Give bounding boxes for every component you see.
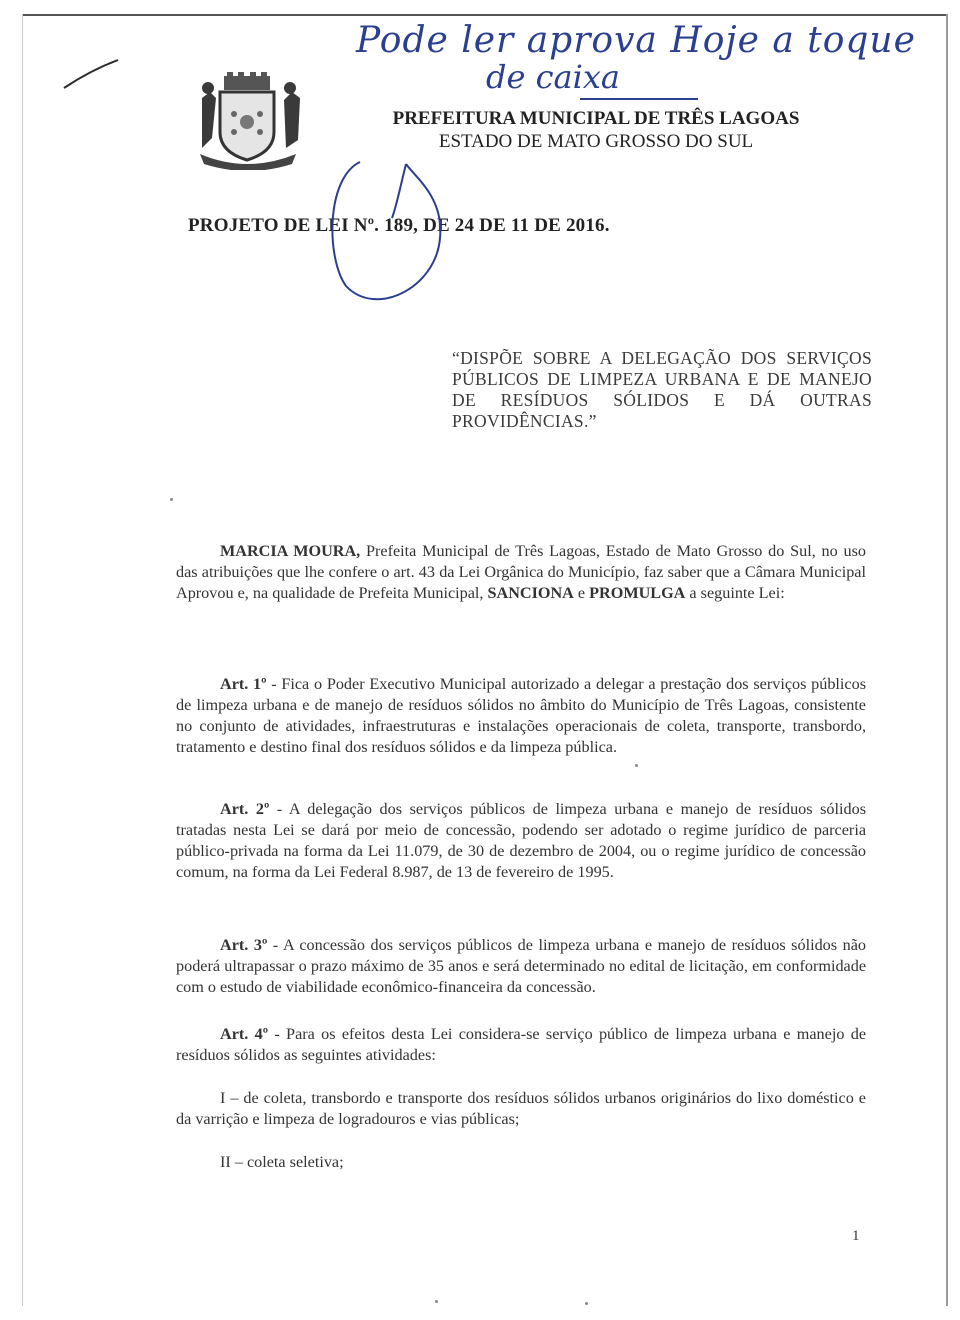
top-border-line bbox=[22, 14, 946, 16]
law-summary-ementa: “DISPÕE SOBRE A DELEGAÇÃO DOS SERVIÇOS PÚBLICOS DE LIMPEZA URBANA E DE MANEJO DE RESÍDUOS SÓLIDOS E DÁ OUTRAS PROVIDÊNCIAS.” bbox=[452, 348, 872, 431]
article-3-paragraph bbox=[176, 935, 866, 998]
article-label: Art. 2º bbox=[220, 800, 270, 818]
page-number: 1 bbox=[852, 1228, 860, 1244]
left-scan-edge bbox=[22, 14, 23, 1306]
check-mark-stroke bbox=[62, 56, 122, 92]
article-text: - Fica o Poder Executivo Municipal autorizado a delegar a prestação dos serviços públicos de limpeza urbana e de manejo de resíduos sólidos no âmbito do Município de Três Lagoas, consistente no conjunto de atividades, infraestruturas e instalações operacionais de coleta, transporte, transbordo, tratamento e destino final dos resíduos sólidos e da limpeza pública. bbox=[176, 675, 866, 756]
right-scan-edge bbox=[946, 14, 948, 1306]
promulga-word: PROMULGA bbox=[589, 584, 686, 602]
bill-title: PROJETO DE LEI Nº. 189, DE 24 DE 11 DE 2016. bbox=[188, 215, 610, 236]
sanciona-word: SANCIONA bbox=[487, 584, 574, 602]
item-ii-paragraph bbox=[176, 1152, 866, 1173]
article-label: Art. 3º bbox=[220, 936, 268, 954]
handwritten-note-line1: Pode ler aprova Hoje a toque bbox=[356, 20, 916, 61]
article-2-paragraph bbox=[176, 799, 866, 883]
state-name: ESTADO DE MATO GROSSO DO SUL bbox=[438, 131, 754, 152]
municipal-coat-of-arms-icon bbox=[180, 70, 315, 170]
article-text: - A delegação dos serviços públicos de limpeza urbana e manejo de resíduos sólidos tratadas nesta Lei se dará por meio de concessão, podendo ser adotado o regime jurídico de parceria público-privada na forma da Lei 11.079, de 30 de dezembro de 2004, ou o regime jurídico de concessão comum, na forma da Lei Federal 8.987, de 13 de fevereiro de 1995. bbox=[176, 800, 867, 881]
article-4-paragraph bbox=[176, 1024, 866, 1066]
mayor-name: MARCIA MOURA, bbox=[220, 542, 361, 560]
article-1-paragraph bbox=[176, 674, 866, 758]
article-label: Art. 1º bbox=[220, 675, 267, 693]
preamble-text-3: a seguinte Lei: bbox=[685, 584, 785, 602]
ink-circle-annotation bbox=[296, 158, 456, 318]
preamble-text-2: e bbox=[573, 584, 590, 602]
item-i-paragraph bbox=[176, 1088, 866, 1130]
prefecture-name: PREFEITURA MUNICIPAL DE TRÊS LAGOAS bbox=[392, 108, 800, 129]
preamble-paragraph bbox=[176, 541, 866, 604]
list-item: II – coleta seletiva; bbox=[220, 1153, 344, 1171]
article-text: - Para os efeitos desta Lei considera-se serviço público de limpeza urbana e manejo de resíduos sólidos as seguintes atividades: bbox=[176, 1025, 867, 1064]
preamble-text-1: Prefeita Municipal de Três Lagoas, Estado de Mato Grosso do Sul, no uso das atribuições que lhe confere o art. 43 da Lei Orgânica do Município, faz saber que a Câmara Municipal Aprovou e, na qualidade de Prefeita Municipal, bbox=[176, 542, 867, 602]
article-text: - A concessão dos serviços públicos de limpeza urbana e manejo de resíduos sólidos não poderá ultrapassar o prazo máximo de 35 anos e será determinado no edital de licitação, em conformidade com o estudo de viabilidade econômico-financeira da concessão. bbox=[176, 936, 866, 996]
article-label: Art. 4º bbox=[220, 1025, 269, 1043]
handwritten-note-line2: de caixa bbox=[486, 58, 620, 96]
list-item: I – de coleta, transbordo e transporte dos resíduos sólidos urbanos originários do lixo doméstico e da varrição e limpeza de logradouros e vias públicas; bbox=[176, 1089, 866, 1128]
handwritten-underline bbox=[580, 98, 698, 100]
